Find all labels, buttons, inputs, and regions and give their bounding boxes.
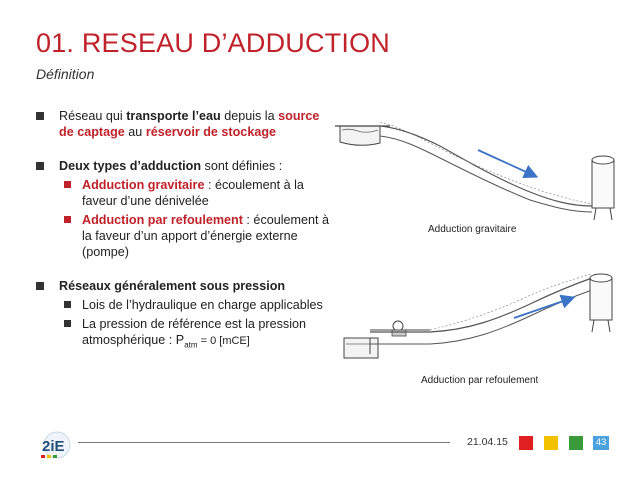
adduction-diagram [330,108,625,383]
gravity-terrain [380,122,592,212]
2ie-logo [35,430,79,460]
text-fragment: : écoulement à la faveur d’une dénivelée [82,178,304,208]
sub-bullet-gravity [59,177,336,209]
bullet-square-icon [36,112,44,120]
sub-bullet-square-icon [64,320,71,327]
sub-bullet-square-icon [64,181,71,188]
slide-title: 01. RESEAU D’ADDUCTION [36,28,390,58]
bullet-definition [36,108,336,140]
sub-bullet-square-icon [64,216,71,223]
footer-date: 21.04.15 [467,436,508,448]
footer-yellow-square [544,436,558,450]
text-fragment: au [124,125,146,139]
text-fragment: Réseau qui [59,109,127,123]
text-fragment: La pression de référence est la pression atmosphérique : P [82,317,307,347]
text-fragment: Adduction par refoulement [82,213,243,227]
text-fragment: Deux types d’adduction [59,159,202,173]
text-fragment: : écoulement à la faveur d’un apport d’énergie externe (pompe) [82,213,330,259]
bullet-list [36,108,336,372]
bullet-square-icon [36,282,44,290]
text-fragment: depuis la [220,109,279,123]
gravity-reservoir-tower [592,156,614,220]
footer-divider [78,442,450,443]
svg-text:2iE: 2iE [42,438,65,455]
text-fragment: Adduction gravitaire [82,178,205,192]
pumping-reservoir-tower [590,274,612,332]
text-fragment: Réseaux généralement sous pression [59,279,286,293]
pump-station [370,321,430,336]
text-fragment: transporte l’eau [126,109,221,123]
slide-subtitle: Définition [36,66,95,82]
text-fragment: sont définies : [201,159,283,173]
sub-bullet-pumping [59,212,336,260]
subscript-atm: atm [184,340,198,350]
sub-bullet-hydraulics [59,297,336,313]
gravity-source-basin [335,126,390,145]
bullet-square-icon [36,162,44,170]
sub-bullet-reference-pressure [59,316,336,354]
text-fragment: source de captage [59,109,320,139]
footer-green-square [569,436,583,450]
caption-gravity: Adduction gravitaire [428,224,517,235]
bullet-pressure [36,278,336,354]
text-fragment: réservoir de stockage [145,125,277,139]
text-fragment: = 0 [mCE] [197,335,250,347]
bullet-types [36,158,336,260]
pumping-source-basin [344,338,378,358]
sub-bullet-square-icon [64,301,71,308]
caption-pumping: Adduction par refoulement [421,375,539,386]
page-number: 43 [593,436,609,450]
footer-red-square [519,436,533,450]
text-fragment: Lois de l’hydraulique en charge applicables [82,298,323,312]
